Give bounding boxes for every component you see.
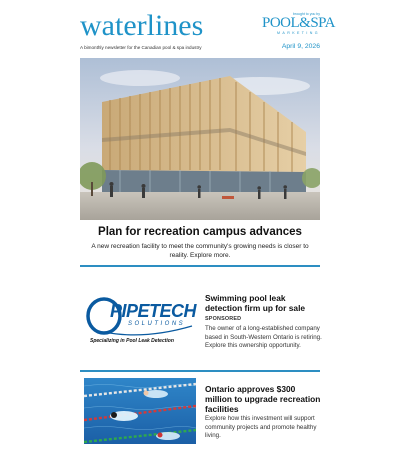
sponsor-line: brought to you by (292, 12, 320, 16)
hero-headline[interactable]: Plan for recreation campus advances (98, 226, 302, 238)
article-title-ontario-funding[interactable]: Ontario approves $300 million to upgrade recreation facilities (205, 384, 321, 414)
hero-image[interactable] (80, 58, 320, 220)
pipetech-logo[interactable] (84, 296, 196, 348)
sponsor-name: POOL&SPA (262, 15, 335, 31)
swimmers-photo[interactable] (84, 378, 196, 444)
section-divider (80, 265, 320, 267)
issue-date: April 9, 2026 (281, 43, 320, 50)
article-title-leak-detection[interactable]: Swimming pool leak detection firm up for sale (205, 293, 306, 313)
newsletter-tagline: A bimonthly newsletter for the Canadian pool & spa industry (80, 45, 202, 50)
pipetech-subtitle: SOLUTIONS (128, 321, 186, 327)
pipetech-name: PIPETECH (110, 301, 197, 321)
masthead (80, 9, 335, 52)
hero-description: A new recreation facility to meet the community's growing needs is closer to reality. Explore more. (91, 243, 309, 259)
sponsored-badge: SPONSORED (205, 316, 242, 322)
article-description-ontario-funding: Explore how this investment will support community projects and promote healthy living. (205, 415, 317, 440)
pipetech-specialty: Specializing in Pool Leak Detection (90, 338, 174, 344)
pool-spa-marketing-logo[interactable] (262, 12, 335, 42)
sponsor-country: MARKETING (277, 31, 320, 35)
article-description-leak-detection: The owner of a long-established company based in South-Western Ontario is retiring. Explore this ownership opportunity. (205, 325, 322, 350)
section-divider (80, 370, 320, 372)
waterlines-logo[interactable]: waterlines (80, 9, 204, 42)
